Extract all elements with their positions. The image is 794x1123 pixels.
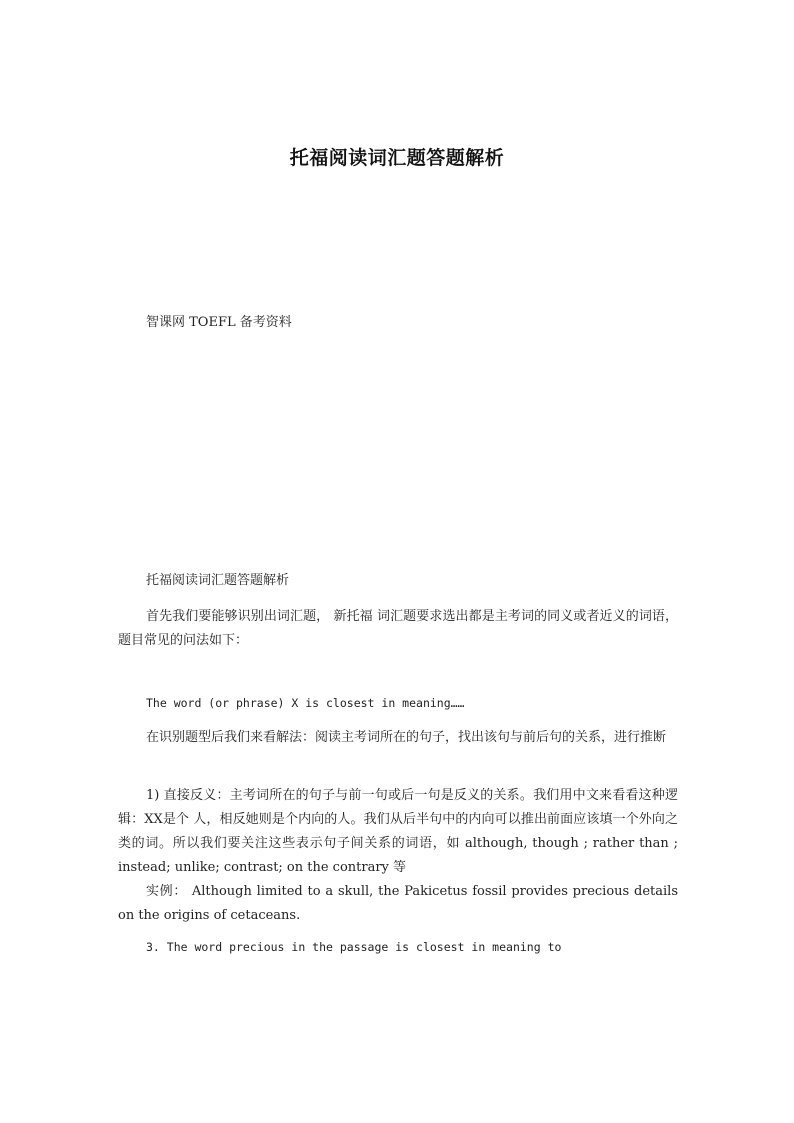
page-title: 托福阅读词汇题答题解析 xyxy=(289,147,505,169)
section-subtitle: 托福阅读词汇题答题解析 xyxy=(146,573,290,588)
question-3-line: 3. The word precious in the passage is closest in meaning to xyxy=(146,940,562,954)
source-line: 智课网 TOEFL 备考资料 xyxy=(146,315,292,330)
question-form-line: The word (or phrase) X is closest in meaning…… xyxy=(146,696,465,710)
method-paragraph: 在识别题型后我们来看解法：阅读主考词所在的句子，找出该句与前后句的关系，进行推断 xyxy=(146,730,667,745)
example-paragraph: 实例： Although limited to a skull, the Pakicetus fossil provides precious details on the origins of cetaceans. xyxy=(118,884,678,923)
intro-paragraph: 首先我们要能够识别出词汇题， 新托福 词汇题要求选出都是主考词的同义或者近义的词语，题目常见的问法如下： xyxy=(118,609,678,648)
antonym-paragraph: 1) 直接反义：主考词所在的句子与前一句或后一句是反义的关系。我们用中文来看看这种逻辑：XX是个 人，相反她则是个内向的人。我们从后半句中的内向可以推出前面应该填一个外向之类的词。所以我们要关注这些表示句子间关系的词语，如 although, though ; rather than ; instead; unlike; contrast; on the contrary 等 xyxy=(118,788,678,875)
